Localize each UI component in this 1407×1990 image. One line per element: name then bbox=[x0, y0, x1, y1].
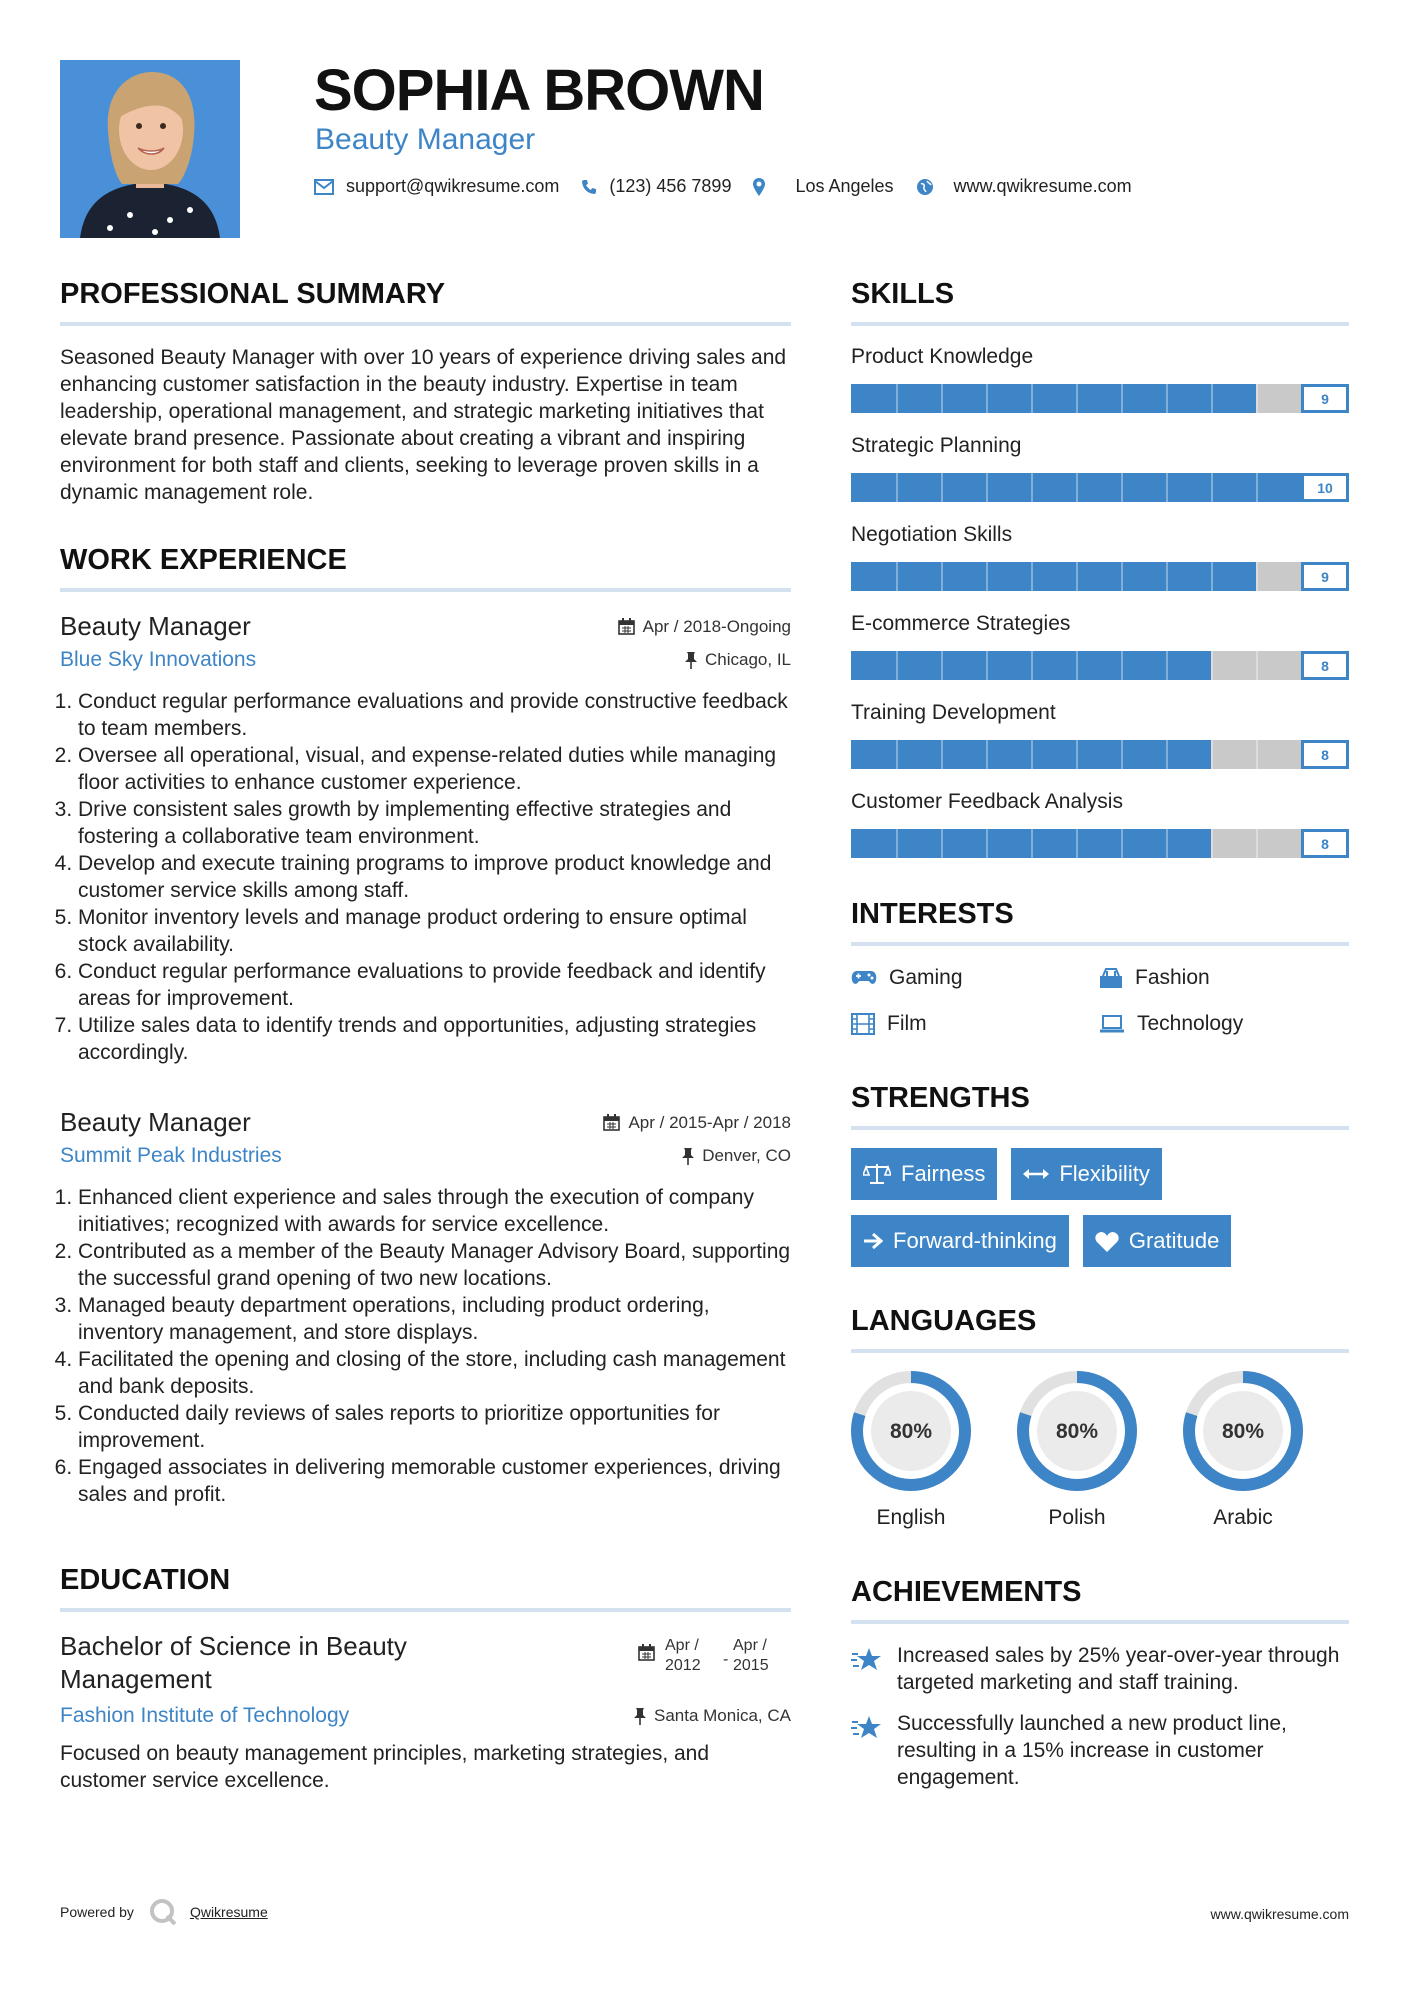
language-percent: 80% bbox=[889, 1420, 933, 1443]
experience-heading: WORK EXPERIENCE bbox=[60, 542, 791, 592]
languages-section bbox=[851, 1303, 1349, 1530]
skill-bar bbox=[851, 829, 1349, 858]
skill-bar-segment bbox=[1166, 384, 1168, 413]
footer-powered-by bbox=[60, 1897, 268, 1927]
strengths-heading: STRENGTHS bbox=[851, 1080, 1349, 1130]
interests-section bbox=[851, 896, 1349, 1038]
job-company: Summit Peak Industries bbox=[60, 1144, 282, 1167]
skill-name: E-commerce Strategies bbox=[851, 612, 1071, 635]
map-marker-icon bbox=[753, 178, 765, 196]
balance-scale-icon bbox=[863, 1163, 891, 1185]
job-dates bbox=[603, 1113, 791, 1133]
strength-label: Flexibility bbox=[1059, 1161, 1150, 1186]
shopping-bag-icon bbox=[1099, 967, 1123, 989]
skill-level-badge: 9 bbox=[1301, 562, 1349, 591]
skill-bar-segment bbox=[1166, 473, 1168, 502]
achievement-text: Successfully launched a new product line, resulting in a 15% increase in customer engagement. bbox=[897, 1712, 1287, 1789]
education-heading: EDUCATION bbox=[60, 1562, 791, 1612]
skill-item bbox=[851, 789, 1349, 858]
interest-item bbox=[1099, 1010, 1349, 1038]
language-item bbox=[851, 1371, 971, 1530]
left-column bbox=[60, 276, 791, 1794]
summary-heading: PROFESSIONAL SUMMARY bbox=[60, 276, 791, 326]
skill-bar-segment bbox=[986, 473, 988, 502]
education-location-text: Santa Monica, CA bbox=[653, 1706, 791, 1725]
strength-label: Forward-thinking bbox=[893, 1228, 1057, 1253]
job-title: Beauty Manager bbox=[60, 611, 251, 641]
star-badge-icon bbox=[851, 1714, 883, 1742]
skill-bar-segment bbox=[1256, 651, 1258, 680]
skill-bar bbox=[851, 562, 1349, 591]
arrows-horizontal-icon bbox=[1023, 1167, 1049, 1181]
profile-photo bbox=[60, 60, 240, 238]
language-percent: 80% bbox=[1221, 1420, 1265, 1443]
pushpin-icon bbox=[634, 1708, 646, 1725]
skill-bar-segment bbox=[1121, 740, 1123, 769]
skill-bar-segment bbox=[1256, 829, 1258, 858]
calendar-icon bbox=[603, 1114, 620, 1131]
strength-badge bbox=[1083, 1215, 1232, 1267]
job-title: Beauty Manager bbox=[60, 1107, 251, 1137]
strength-badge bbox=[851, 1215, 1069, 1267]
skill-bar-segment bbox=[1031, 651, 1033, 680]
skill-bar-segment bbox=[986, 651, 988, 680]
job-bullets bbox=[60, 1184, 791, 1508]
skill-bar-segment bbox=[941, 562, 943, 591]
calendar-icon bbox=[638, 1644, 655, 1661]
achievement-item bbox=[851, 1710, 1349, 1791]
language-progress-ring bbox=[851, 1371, 971, 1491]
job-bullet: 5. Conducted daily reviews of sales reports to prioritize opportunities for improvement. bbox=[78, 1400, 791, 1454]
skills-heading: SKILLS bbox=[851, 276, 1349, 326]
skill-bar-segment bbox=[1031, 384, 1033, 413]
language-name: Polish bbox=[1048, 1506, 1106, 1529]
skill-bar-segment bbox=[1121, 651, 1123, 680]
job-dates-text: Apr / 2015-Apr / 2018 bbox=[628, 1112, 791, 1132]
envelope-icon bbox=[314, 179, 334, 195]
skill-level-badge: 8 bbox=[1301, 740, 1349, 769]
skill-bar-segment bbox=[941, 384, 943, 413]
achievements-heading: ACHIEVEMENTS bbox=[851, 1574, 1349, 1624]
education-start-year: 2012 bbox=[665, 1657, 701, 1674]
skill-item bbox=[851, 344, 1349, 413]
job-bullet: 3. Managed beauty department operations, including product ordering, inventory management, and store displays. bbox=[78, 1292, 791, 1346]
calendar-icon bbox=[618, 618, 635, 635]
contact-email[interactable] bbox=[314, 176, 559, 197]
job-entry bbox=[60, 1106, 791, 1508]
skill-name: Strategic Planning bbox=[851, 434, 1022, 457]
skill-bar-segment bbox=[1121, 562, 1123, 591]
skill-bar-segment bbox=[941, 829, 943, 858]
globe-icon bbox=[916, 178, 934, 196]
education-end bbox=[733, 1636, 791, 1676]
skill-bar-segment bbox=[1121, 829, 1123, 858]
qwikresume-logo-icon bbox=[148, 1897, 178, 1927]
job-bullet: 4. Develop and execute training programs to improve product knowledge and customer service skills among staff. bbox=[78, 850, 791, 904]
interest-item bbox=[851, 964, 1099, 992]
interest-label: Fashion bbox=[1135, 966, 1210, 989]
job-bullet: 1. Enhanced client experience and sales through the execution of company initiatives; recognized with awards for service excellence. bbox=[78, 1184, 791, 1238]
skill-bar-segment bbox=[1031, 473, 1033, 502]
skill-bar-segment bbox=[1256, 384, 1258, 413]
skill-bar-fill bbox=[851, 384, 1256, 413]
skill-bar-segment bbox=[1076, 740, 1078, 769]
skill-name: Training Development bbox=[851, 701, 1056, 724]
skill-bar-segment bbox=[1211, 651, 1213, 680]
skill-item bbox=[851, 611, 1349, 680]
skill-bar-segment bbox=[896, 473, 898, 502]
contact-website[interactable] bbox=[916, 176, 1132, 197]
skill-level-badge: 9 bbox=[1301, 384, 1349, 413]
job-location bbox=[685, 650, 791, 670]
education-start-month: Apr / bbox=[665, 1637, 699, 1654]
skill-bar-fill bbox=[851, 562, 1256, 591]
interest-item bbox=[1099, 964, 1349, 992]
skill-level-badge: 8 bbox=[1301, 829, 1349, 858]
skill-bar-segment bbox=[1121, 473, 1123, 502]
skill-bar bbox=[851, 651, 1349, 680]
skill-bar-segment bbox=[1211, 829, 1213, 858]
right-column bbox=[851, 276, 1349, 1805]
job-bullets bbox=[60, 688, 791, 1066]
job-bullet: 5. Monitor inventory levels and manage product ordering to ensure optimal stock availability. bbox=[78, 904, 791, 958]
phone-icon bbox=[581, 179, 597, 195]
job-dates bbox=[618, 617, 791, 637]
film-icon bbox=[851, 1013, 875, 1035]
candidate-name: SOPHIA BROWN bbox=[314, 58, 764, 123]
skill-item bbox=[851, 700, 1349, 769]
skill-bar-segment bbox=[1031, 740, 1033, 769]
skill-bar-segment bbox=[986, 829, 988, 858]
skill-bar bbox=[851, 384, 1349, 413]
pushpin-icon bbox=[685, 652, 697, 669]
languages-heading: LANGUAGES bbox=[851, 1303, 1349, 1353]
skill-bar-segment bbox=[896, 562, 898, 591]
skill-bar-segment bbox=[1256, 473, 1258, 502]
education-description: Focused on beauty management principles, marketing strategies, and customer service excellence. bbox=[60, 1742, 710, 1792]
education-end-year: 2015 bbox=[733, 1657, 769, 1674]
skill-bar-segment bbox=[941, 740, 943, 769]
skill-bar-segment bbox=[1166, 651, 1168, 680]
interest-label: Film bbox=[887, 1012, 927, 1035]
achievements-section bbox=[851, 1574, 1349, 1791]
skill-bar-segment bbox=[1211, 384, 1213, 413]
strength-badge bbox=[1011, 1148, 1161, 1200]
education-end-month: Apr / bbox=[733, 1637, 767, 1654]
pushpin-icon bbox=[682, 1148, 694, 1165]
skill-bar-segment bbox=[1211, 473, 1213, 502]
skill-bar-segment bbox=[1211, 740, 1213, 769]
job-bullet: 1. Conduct regular performance evaluations and provide constructive feedback to team members. bbox=[78, 688, 791, 742]
education-school: Fashion Institute of Technology bbox=[60, 1704, 350, 1727]
summary-section bbox=[60, 276, 791, 506]
job-bullet: 3. Drive consistent sales growth by implementing effective strategies and fostering a collaborative team environment. bbox=[78, 796, 791, 850]
skill-level-badge: 8 bbox=[1301, 651, 1349, 680]
language-progress-ring bbox=[1183, 1371, 1303, 1491]
skill-bar-segment bbox=[1076, 651, 1078, 680]
skills-section bbox=[851, 276, 1349, 858]
skill-bar-segment bbox=[896, 384, 898, 413]
job-bullet: 6. Engaged associates in delivering memorable customer experiences, driving sales and profit. bbox=[78, 1454, 791, 1508]
skill-bar-segment bbox=[896, 740, 898, 769]
contact-bar bbox=[314, 176, 1154, 197]
achievement-item bbox=[851, 1642, 1349, 1696]
interest-label: Technology bbox=[1137, 1012, 1244, 1035]
job-dates-text: Apr / 2018-Ongoing bbox=[642, 616, 791, 636]
job-bullet: 4. Facilitated the opening and closing of the store, including cash management and bank deposits. bbox=[78, 1346, 791, 1400]
job-location bbox=[682, 1146, 791, 1166]
job-entry bbox=[60, 610, 791, 1066]
skill-bar-segment bbox=[1076, 473, 1078, 502]
language-name: English bbox=[876, 1506, 946, 1529]
skill-bar-segment bbox=[941, 473, 943, 502]
job-location-text: Denver, CO bbox=[702, 1146, 791, 1165]
skill-bar-segment bbox=[1031, 562, 1033, 591]
contact-email-text: support@qwikresume.com bbox=[346, 176, 560, 196]
job-bullet: 2. Contributed as a member of the Beauty Manager Advisory Board, supporting the successful grand opening of two new locations. bbox=[78, 1238, 791, 1292]
education-location bbox=[634, 1706, 791, 1726]
strengths-section bbox=[851, 1080, 1349, 1267]
job-bullet: 2. Oversee all operational, visual, and expense-related duties while managing floor activities to enhance customer experience. bbox=[78, 742, 791, 796]
achievement-text: Increased sales by 25% year-over-year through targeted marketing and staff training. bbox=[897, 1644, 1340, 1694]
skill-bar-segment bbox=[896, 829, 898, 858]
skill-bar-segment bbox=[1031, 829, 1033, 858]
skill-bar-segment bbox=[1256, 740, 1258, 769]
education-section bbox=[60, 1562, 791, 1794]
skill-bar-segment bbox=[1076, 384, 1078, 413]
star-badge-icon bbox=[851, 1646, 883, 1674]
skill-bar-segment bbox=[986, 384, 988, 413]
contact-website-text: www.qwikresume.com bbox=[953, 176, 1132, 196]
skill-bar-segment bbox=[896, 651, 898, 680]
summary-text: Seasoned Beauty Manager with over 10 years of experience driving sales and enhancing customer satisfaction in the beauty industry. Expertise in team leadership, operational management, and strategic marketing initiatives that elevate brand presence. Passionate about creating a vibrant and inspiring environment for both staff and clients, seeking to leverage proven skills in a dynamic management role. bbox=[60, 346, 787, 504]
contact-location bbox=[753, 176, 893, 197]
skill-item bbox=[851, 522, 1349, 591]
skill-bar-segment bbox=[941, 651, 943, 680]
skill-name: Customer Feedback Analysis bbox=[851, 790, 1123, 813]
education-dates bbox=[638, 1636, 791, 1696]
interest-label: Gaming bbox=[889, 966, 963, 989]
contact-location-text: Los Angeles bbox=[795, 176, 894, 196]
job-bullet: 7. Utilize sales data to identify trends and opportunities, adjusting strategies accordingly. bbox=[78, 1012, 791, 1066]
skill-name: Negotiation Skills bbox=[851, 523, 1013, 546]
education-degree: Bachelor of Science in Beauty Management bbox=[60, 1631, 407, 1694]
skill-bar-segment bbox=[1166, 829, 1168, 858]
laptop-icon bbox=[1099, 1015, 1125, 1033]
interests-heading: INTERESTS bbox=[851, 896, 1349, 946]
skill-bar-segment bbox=[1121, 384, 1123, 413]
qwikresume-link[interactable]: Qwikresume bbox=[189, 1904, 268, 1920]
strength-label: Gratitude bbox=[1128, 1228, 1220, 1253]
language-name: Arabic bbox=[1213, 1506, 1273, 1529]
skill-bar bbox=[851, 473, 1349, 502]
powered-by-text: Powered by bbox=[60, 1904, 134, 1920]
job-company: Blue Sky Innovations bbox=[60, 648, 257, 671]
skill-name: Product Knowledge bbox=[851, 345, 1034, 368]
job-bullet: 6. Conduct regular performance evaluations to provide feedback and identify areas for improvement. bbox=[78, 958, 791, 1012]
skill-bar-segment bbox=[986, 562, 988, 591]
skill-item bbox=[851, 433, 1349, 502]
skill-bar-segment bbox=[1076, 562, 1078, 591]
interest-item bbox=[851, 1010, 1099, 1038]
skill-level-badge: 10 bbox=[1301, 473, 1349, 502]
skill-bar-segment bbox=[1166, 562, 1168, 591]
strength-badge bbox=[851, 1148, 997, 1200]
education-date-separator: - bbox=[723, 1651, 729, 1668]
skill-bar-segment bbox=[986, 740, 988, 769]
footer-website[interactable]: www.qwikresume.com bbox=[1210, 1906, 1349, 1922]
skill-bar-segment bbox=[1256, 562, 1258, 591]
language-item bbox=[1017, 1371, 1137, 1530]
job-location-text: Chicago, IL bbox=[705, 650, 791, 669]
heart-icon bbox=[1095, 1231, 1119, 1252]
contact-phone[interactable] bbox=[581, 176, 731, 197]
language-progress-ring bbox=[1017, 1371, 1137, 1491]
language-percent: 80% bbox=[1055, 1420, 1099, 1443]
skill-bar-segment bbox=[1211, 562, 1213, 591]
skill-bar-segment bbox=[1166, 740, 1168, 769]
gamepad-icon bbox=[851, 970, 877, 986]
skill-bar bbox=[851, 740, 1349, 769]
education-start bbox=[665, 1636, 723, 1676]
arrow-right-icon bbox=[863, 1232, 883, 1250]
candidate-title: Beauty Manager bbox=[315, 123, 536, 156]
skill-bar-segment bbox=[1076, 829, 1078, 858]
strength-label: Fairness bbox=[901, 1161, 986, 1186]
language-item bbox=[1183, 1371, 1303, 1530]
experience-section bbox=[60, 542, 791, 1508]
contact-phone-text: (123) 456 7899 bbox=[609, 176, 732, 196]
